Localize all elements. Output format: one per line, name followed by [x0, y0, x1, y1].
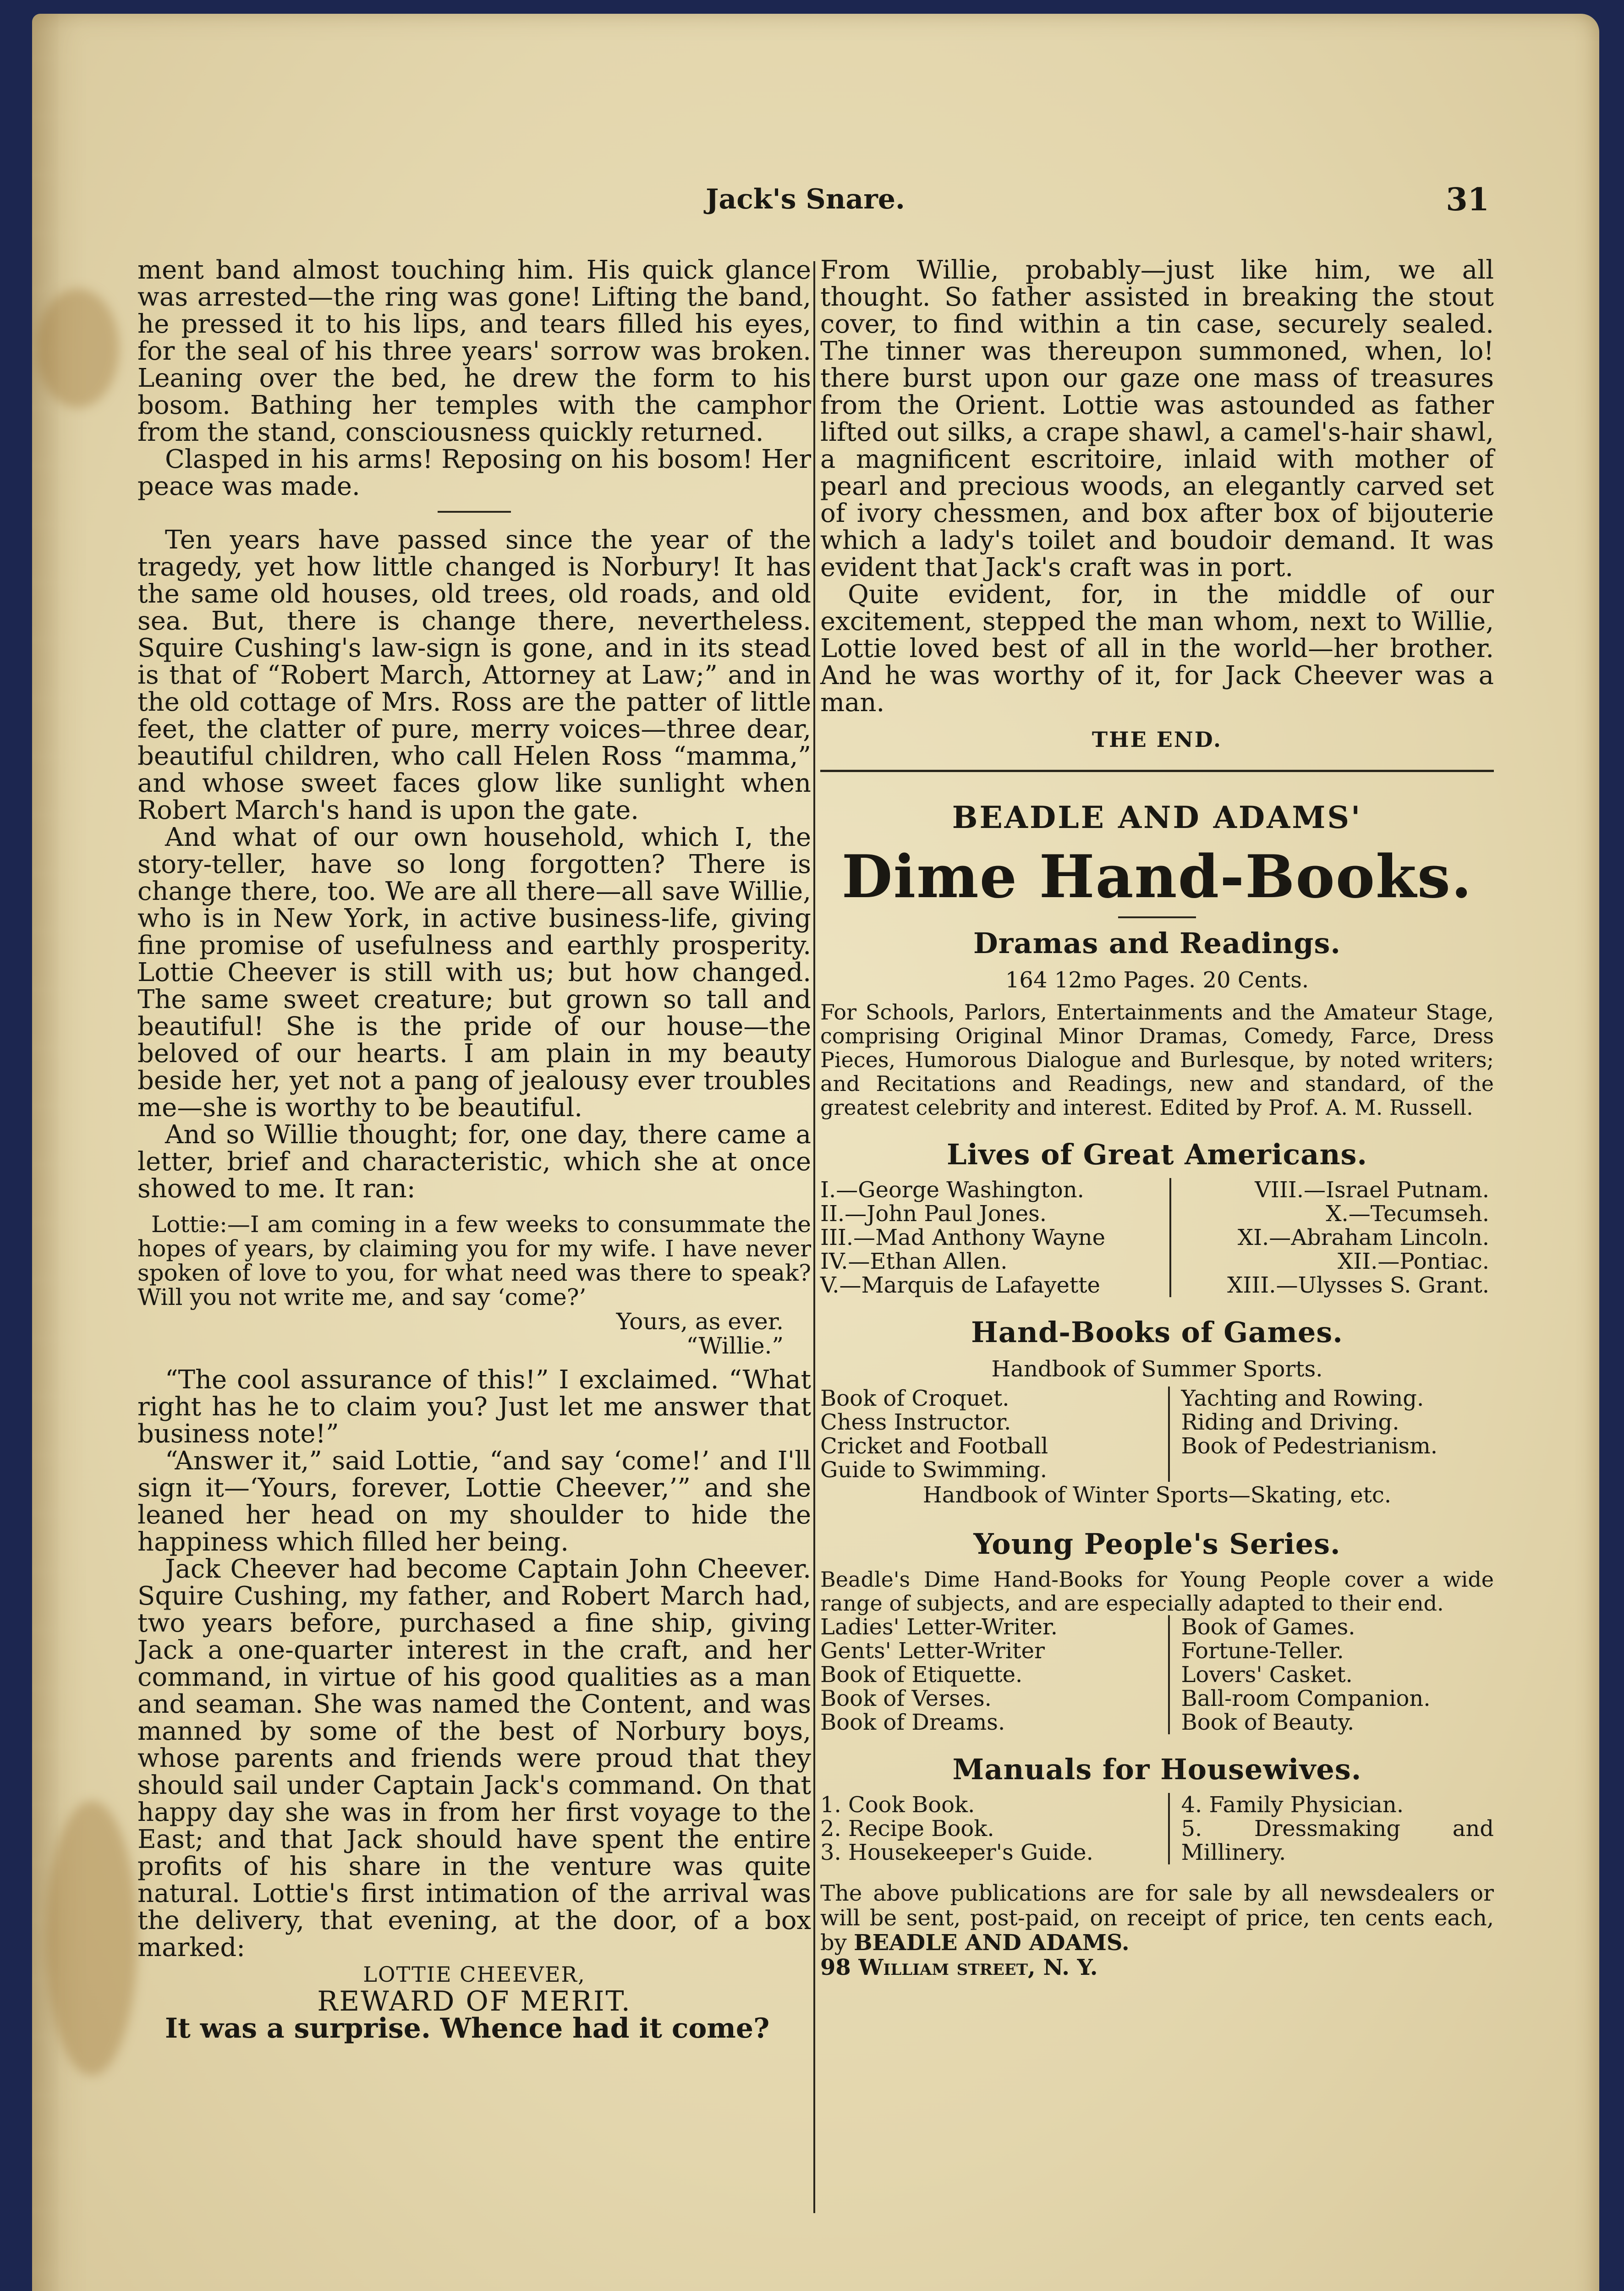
letter-signature: “Willie.” [686, 1332, 784, 1359]
ad-publisher: BEADLE AND ADAMS' [952, 800, 1362, 835]
ad-section-heading: Hand-Books of Games. [971, 1315, 1343, 1349]
list-item: 4. Family Physician. [1181, 1792, 1404, 1818]
ad-description: For Schools, Parlors, Entertainments and the Amateur Stage, comprising Original Minor Dramas, Comedy, Farce, Dress Pieces, Humorous Dialogue and Burlesque, by noted writers; and Recitations and Readings, new and standard, of the greatest celebrity and interest. Edited by Prof. A. M. Russell. [820, 1000, 1494, 1120]
section-divider [438, 511, 511, 513]
list-item: XIII.—Ulysses S. Grant. [1227, 1272, 1489, 1298]
ad-list [820, 1387, 1494, 1482]
list-item: Riding and Driving. [1181, 1409, 1399, 1435]
list-item: Ball-room Companion. [1181, 1686, 1431, 1711]
paragraph: “Answer it,” said Lottie, “and say ‘come!’ and I'll sign it—‘Yours, forever, Lottie Cheever,’” and she leaned her head on my shoulder to hide the happiness which filled her being. [137, 1446, 811, 1557]
list-item: Fortune-Teller. [1181, 1638, 1344, 1664]
left-column [137, 257, 811, 2042]
list-item: Lovers' Casket. [1181, 1662, 1353, 1688]
ad-subheading: Handbook of Summer Sports. [991, 1356, 1323, 1382]
list-item: III.—Mad Anthony Wayne [820, 1225, 1106, 1250]
list-item: V.—Marquis de Lafayette [820, 1272, 1100, 1298]
paragraph: And so Willie thought; for, one day, there came a letter, brief and characteristic, which she at once showed to me. It ran: [137, 1120, 811, 1204]
running-title: Jack's Snare. [706, 183, 905, 215]
list-item: Chess Instructor. [820, 1409, 1011, 1435]
magazine-page [32, 14, 1599, 2291]
ad-section-heading: Lives of Great Americans. [946, 1138, 1368, 1171]
box-label: LOTTIE CHEEVER, [363, 1962, 586, 1987]
list-item: 2. Recipe Book. [820, 1816, 994, 1842]
list-item: Book of Croquet. [820, 1386, 1010, 1411]
list-item: Book of Verses. [820, 1686, 992, 1711]
list-item: Gents' Letter-Writer [820, 1638, 1045, 1664]
letter-quote [137, 1212, 811, 1358]
column-divider [813, 261, 815, 2213]
section-divider [820, 770, 1494, 772]
letter-text: Lottie:—I am coming in a few weeks to consummate the hopes of years, by claiming you for my wife. I have never spoken of love to you, for what need was there to speak? Will you not write me, and say ‘come?’ [137, 1211, 811, 1310]
page-stain [46, 1801, 137, 2076]
ad-list [820, 1178, 1494, 1297]
paragraph: From Willie, probably—just like him, we all thought. So father assisted in breaking the stout cover, to find within a tin case, securely sealed. The tinner was thereupon summoned, when, lo! there burst upon our gaze one mass of treasures from the Orient. Lottie was astounded as father lifted out silks, a crape shawl, a camel's-hair shawl, a magnificent escritoire, inlaid with mother of pearl and precious woods, an elegantly carved set of ivory chessmen, and box after box of bijouterie which a lady's toilet and boudoir demand. It was evident that Jack's craft was in port. [820, 255, 1494, 582]
letter-closing: Yours, as ever. [616, 1308, 784, 1335]
ad-title: Dime Hand-Books. [841, 843, 1473, 911]
ad-subheading: Handbook of Winter Sports—Skating, etc. [922, 1482, 1392, 1508]
paragraph: Jack Cheever had become Captain John Cheever. Squire Cushing, my father, and Robert March had, two years before, purchased a fine ship, giving Jack a one-quarter interest in the craft, and her command, in virtue of his good qualities as a man and seaman. She was named the Content, and was manned by some of the best of Norbury boys, whose parents and friends were proud that they should sail under Captain Jack's command. On that happy day she was in from her first voyage to the East; and that Jack should have spent the entire profits of his share in the venture was quite natural. Lottie's first intimation of the arrival was the delivery, that evening, at the door, of a box marked: [137, 1554, 811, 1962]
list-item: IV.—Ethan Allen. [820, 1249, 1008, 1274]
list-item: Book of Etiquette. [820, 1662, 1023, 1688]
ad-list [820, 1615, 1494, 1734]
ad-footer-address: 98 William street, N. Y. [820, 1955, 1098, 1980]
ad-meta: 164 12mo Pages. 20 Cents. [1005, 967, 1309, 993]
paragraph: Clasped in his arms! Reposing on his bosom! Her peace was made. [137, 444, 811, 501]
ad-section-heading: Young People's Series. [973, 1527, 1341, 1561]
ad-description: Beadle's Dime Hand-Books for Young People cover a wide range of subjects, and are especially adapted to their end. [820, 1567, 1494, 1616]
list-item: Cricket and Football [820, 1433, 1048, 1459]
right-column [820, 257, 1494, 1980]
paragraph: It was a surprise. Whence had it come? [165, 2012, 770, 2044]
list-item: XII.—Pontiac. [1338, 1249, 1489, 1274]
page-stain [37, 289, 119, 408]
the-end: THE END. [1092, 727, 1223, 752]
list-item: I.—George Washington. [820, 1177, 1084, 1203]
list-item: VIII.—Israel Putnam. [1255, 1177, 1489, 1203]
list-item: X.—Tecumseh. [1326, 1201, 1489, 1227]
paragraph: And what of our own household, which I, the story-teller, have so long forgotten? There is change there, too. We are all there—all save Willie, who is in New York, in active business-life, giving fine promise of usefulness and earthly prosperity. Lottie Cheever is still with us; but how changed. The same sweet creature; but grown so tall and beautiful! She is the pride of our house—the beloved of our hearts. I am plain in my beauty beside her, yet not a pang of jealousy ever troubles me—she is worthy to be beautiful. [137, 822, 811, 1123]
list-item: Book of Dreams. [820, 1710, 1005, 1735]
list-item: Guide to Swimming. [820, 1457, 1048, 1483]
list-item: 3. Housekeeper's Guide. [820, 1840, 1093, 1865]
ad-divider [1118, 916, 1196, 918]
page-header [142, 183, 1489, 229]
paragraph: “The cool assurance of this!” I exclaimed. “What right has he to claim you? Just let me answer that business note!” [137, 1365, 811, 1449]
list-item: Book of Pedestrianism. [1181, 1433, 1437, 1459]
ad-footer-text: The above publications are for sale by all newsdealers or will be sent, post-paid, on receipt of price, ten cents each, by [820, 1880, 1494, 1956]
advertisement [820, 800, 1494, 1980]
box-label: REWARD OF MERIT. [317, 1985, 631, 2017]
ad-section-heading: Dramas and Readings. [973, 926, 1341, 960]
page-number: 31 [1446, 181, 1489, 218]
list-item: Yachting and Rowing. [1181, 1386, 1424, 1411]
paragraph: Ten years have passed since the year of the tragedy, yet how little changed is Norbury! It has the same old houses, old trees, old roads, and old sea. But, there is change there, nevertheless. Squire Cushing's law-sign is gone, and in its stead is that of “Robert March, Attorney at Law;” and in the old cottage of Mrs. Ross are the patter of little feet, the clatter of pure, merry voices—three dear, beautiful children, who call Helen Ross “mamma,” and whose sweet faces glow like sunlight when Robert March's hand is upon the gate. [137, 525, 811, 825]
list-item: Ladies' Letter-Writer. [820, 1614, 1058, 1640]
list-item: 1. Cook Book. [820, 1792, 975, 1818]
list-item: II.—John Paul Jones. [820, 1201, 1047, 1227]
ad-list [820, 1793, 1494, 1864]
ad-section-heading: Manuals for Housewives. [952, 1753, 1362, 1786]
list-item: Book of Games. [1181, 1614, 1355, 1640]
list-item: XI.—Abraham Lincoln. [1237, 1225, 1489, 1250]
ad-footer [820, 1881, 1494, 1980]
paragraph: ment band almost touching him. His quick glance was arrested—the ring was gone! Lifting the band, he pressed it to his lips, and tears filled his eyes, for the seal of his three years' sorrow was broken. Leaning over the bed, he drew the form to his bosom. Bathing her temples with the camphor from the stand, consciousness quickly returned. [137, 255, 811, 447]
list-item: 5. Dressmaking and Millinery. [1181, 1816, 1494, 1865]
paragraph: Quite evident, for, in the middle of our excitement, stepped the man whom, next to Willie, Lottie loved best of all in the world—her brother. And he was worthy of it, for Jack Cheever was a man. [820, 580, 1494, 718]
list-item: Book of Beauty. [1181, 1710, 1355, 1735]
ad-footer-publisher: BEADLE AND ADAMS. [854, 1930, 1130, 1956]
